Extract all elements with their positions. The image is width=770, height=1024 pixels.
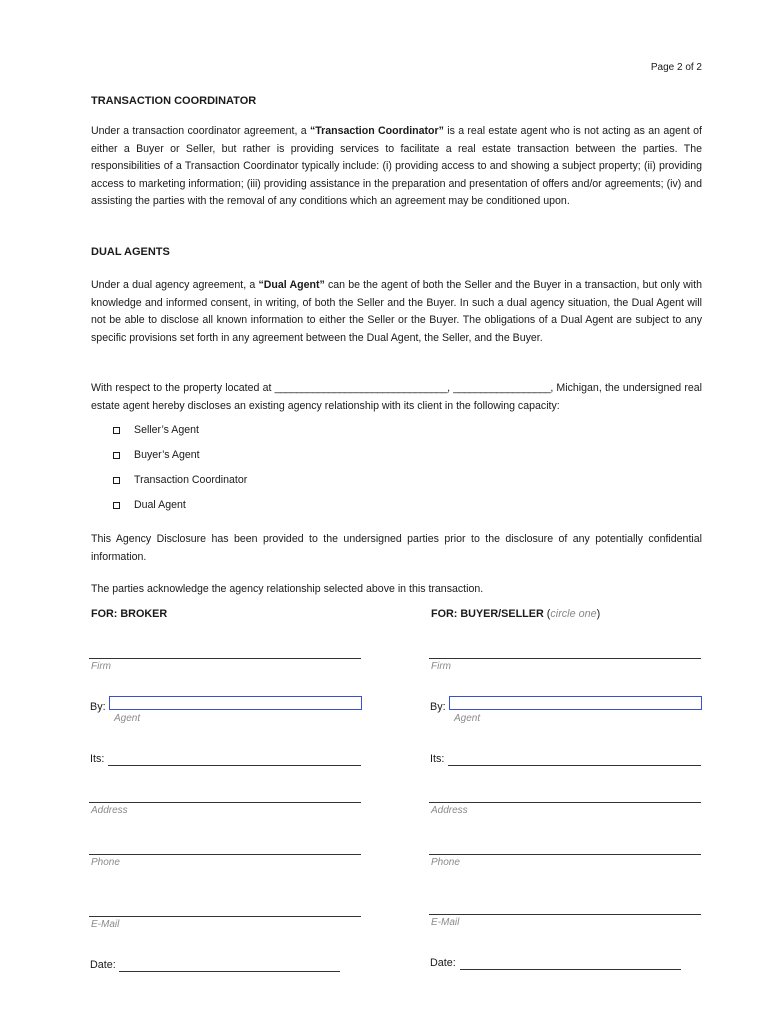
broker-agent-caption: Agent [114, 713, 141, 724]
broker-date-line[interactable] [119, 971, 340, 972]
da-paragraph [91, 277, 702, 347]
option-label: Seller’s Agent [134, 424, 199, 436]
option-label: Transaction Coordinator [134, 474, 248, 486]
checkbox-icon[interactable] [113, 477, 120, 484]
option-label: Buyer’s Agent [134, 449, 200, 461]
broker-address-caption: Address [91, 805, 128, 816]
buyer-by-label: By: [430, 701, 446, 713]
buyer-its-label: Its: [430, 753, 445, 765]
page-number: Page 2 of 2 [650, 62, 702, 73]
property-city-blank[interactable]: __________________ [453, 382, 551, 394]
buyer-seller-title [431, 608, 600, 620]
broker-phone-caption: Phone [91, 857, 120, 868]
broker-firm-caption: Firm [91, 661, 111, 672]
da-heading: DUAL AGENTS [91, 246, 170, 258]
buyer-its-line[interactable] [448, 765, 701, 766]
disclosure-paragraph: This Agency Disclosure has been provided to the undersigned parties prior to the disclosure of any potentially confidential information. [91, 533, 702, 563]
buyer-firm-caption: Firm [431, 661, 451, 672]
property-rest: , Michigan, the undersigned real estate agent hereby discloses an existing agency relationship with its client in the following capacity: [91, 382, 702, 412]
buyer-address-caption: Address [431, 805, 468, 816]
broker-agent-field[interactable] [109, 696, 362, 710]
option-transaction-coordinator[interactable] [113, 474, 247, 486]
broker-email-caption: E-Mail [91, 919, 120, 930]
checkbox-icon[interactable] [113, 427, 120, 434]
buyer-address-line[interactable] [429, 802, 701, 803]
buyer-phone-caption: Phone [431, 857, 460, 868]
broker-its-label: Its: [90, 753, 105, 765]
broker-email-line[interactable] [89, 916, 361, 917]
da-term: “Dual Agent” [258, 279, 325, 291]
tc-heading: TRANSACTION COORDINATOR [91, 95, 257, 107]
da-intro: Under a dual agency agreement, a [91, 279, 259, 291]
buyer-agent-field[interactable] [449, 696, 702, 710]
option-buyers-agent[interactable] [113, 449, 200, 461]
option-dual-agent[interactable] [113, 499, 186, 511]
tc-intro: Under a transaction coordinator agreement, a [91, 125, 310, 137]
option-label: Dual Agent [134, 499, 186, 511]
paren-open: ( [543, 608, 551, 620]
paren-close: ) [596, 608, 601, 620]
buyer-date-label: Date: [430, 957, 456, 969]
circle-note [544, 608, 600, 620]
broker-title: FOR: BROKER [91, 608, 168, 620]
da-body: can be the agent of both the Seller and the Buyer in a transaction, but only with knowledge and informed consent, in writing, of both the Seller and the Buyer. In such a dual agency situation, the Dual Agent will not be able to disclose all known information to either the Seller or the Buyer. The obligations of a Dual Agent are subject to any specific provisions set forth in any agreement between the Dual Agent, the Seller, and the Buyer. [91, 279, 702, 344]
tc-body: is a real estate agent who is not acting as an agent of either a Buyer or Seller, but rather is providing services to facilitate a real estate transaction between the parties. The responsibilities of a Transaction Coordinator typically include: (i) providing access to and showing a subject property; (ii) providing access to marketing information; (iii) providing assistance in the preparation and presentation of offers and/or agreements; (iv) and assisting the parties with the removal of any conditions which an agreement may be conditioned upon. [91, 125, 702, 208]
checkbox-icon[interactable] [113, 502, 120, 509]
option-sellers-agent[interactable] [113, 424, 199, 436]
tc-paragraph [91, 123, 702, 211]
buyer-agent-caption: Agent [454, 713, 481, 724]
circle-one-note: circle one [550, 608, 597, 620]
broker-phone-line[interactable] [89, 854, 361, 855]
broker-date-label: Date: [90, 959, 116, 971]
buyer-email-line[interactable] [429, 914, 701, 915]
broker-address-line[interactable] [89, 802, 361, 803]
tc-term: “Transaction Coordinator” [309, 125, 444, 137]
broker-by-label: By: [90, 701, 106, 713]
broker-firm-line[interactable] [89, 658, 361, 659]
property-address-blank[interactable]: ________________________________ [274, 382, 448, 394]
buyer-email-caption: E-Mail [431, 917, 460, 928]
buyer-date-line[interactable] [460, 969, 681, 970]
property-separator: , [447, 382, 454, 394]
broker-its-line[interactable] [108, 765, 361, 766]
property-paragraph [91, 380, 702, 415]
buyer-phone-line[interactable] [429, 854, 701, 855]
acknowledge-paragraph: The parties acknowledge the agency relationship selected above in this transaction. [91, 583, 484, 595]
property-intro: With respect to the property located at [91, 382, 275, 394]
buyer-seller-title-text: FOR: BUYER/SELLER [431, 608, 544, 620]
checkbox-icon[interactable] [113, 452, 120, 459]
buyer-firm-line[interactable] [429, 658, 701, 659]
